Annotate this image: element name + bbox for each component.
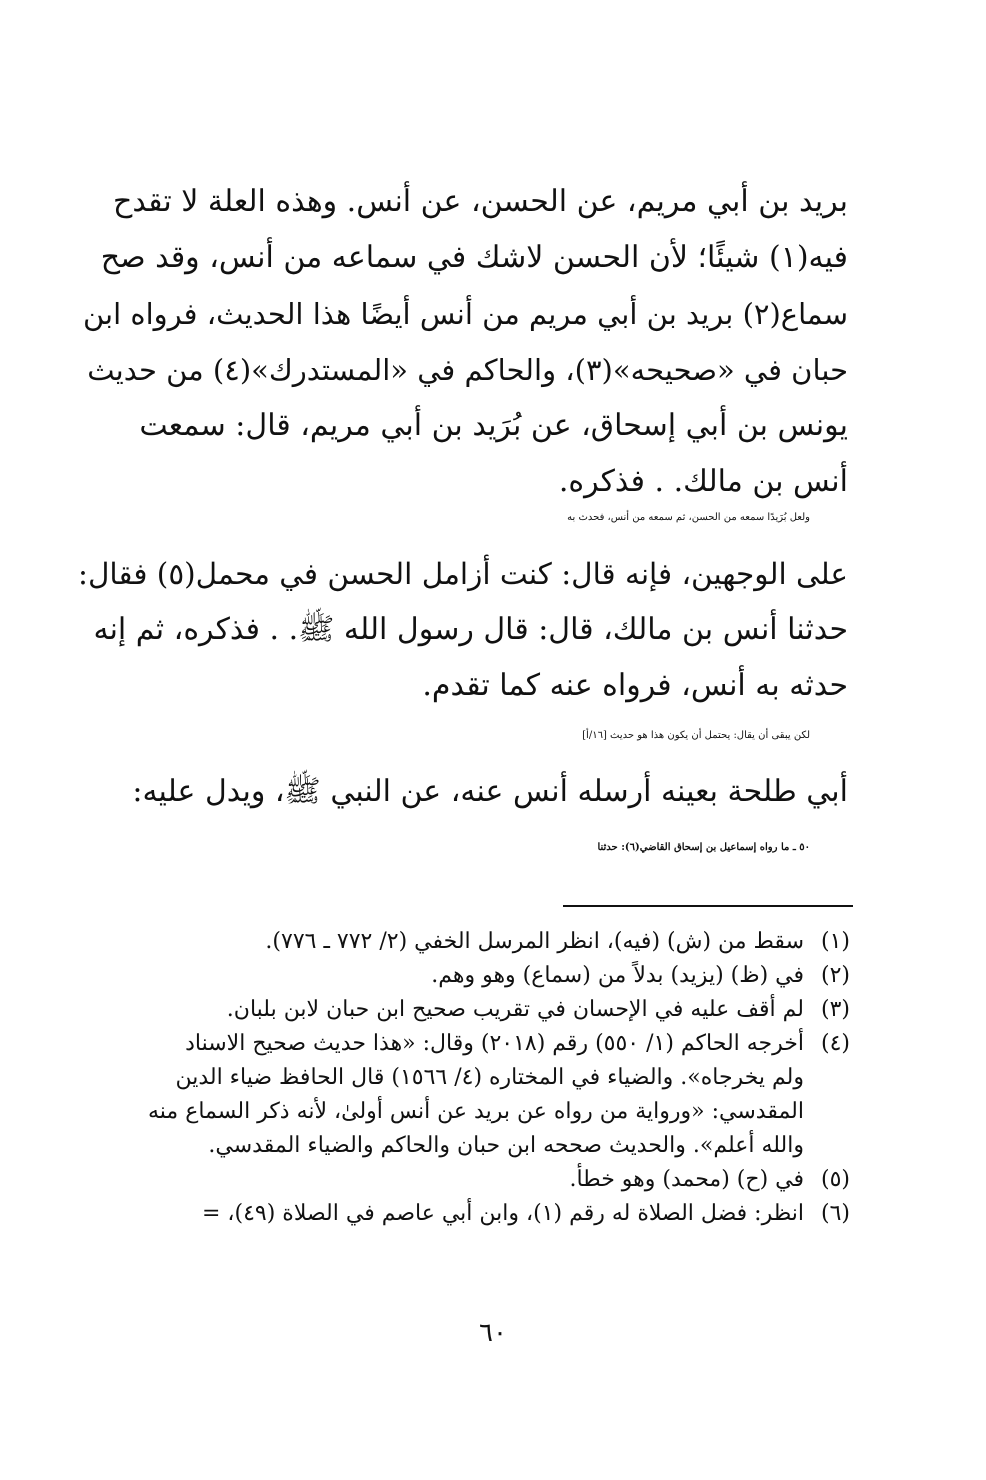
footnote-separator [563, 905, 853, 907]
main-paragraph-3 [78, 708, 848, 820]
main-paragraph-4 [78, 820, 848, 876]
main-paragraph-2 [78, 490, 848, 714]
text-line: لكن يبقى أن يقال: يحتمل أن يكون هذا هو حديث [١٦/أ] [582, 730, 810, 741]
text-line: على الوجهين، فإنه قال: كنت أزامل الحسن في محمل(٥) فقال: [78, 557, 848, 591]
footnote-item [80, 1027, 850, 1163]
footnote-line: في (ح) (محمد) وهو خطأ. [569, 1167, 804, 1192]
footnote-item [80, 993, 850, 1027]
text-line: حدثنا أنس بن مالك، قال: قال رسول الله ﷺ. . فذكره، ثم إنه [93, 612, 848, 647]
text-line: ولعل بُرَيدًا سمعه من الحسن، ثم سمعه من أنس، فحدث به [567, 512, 810, 523]
footnote-item [80, 959, 850, 993]
footnote-line: والله أعلم». والحديث صححه ابن حبان والحاكم والضياء المقدسي. [208, 1133, 804, 1158]
footnote-number: (١) [820, 929, 850, 954]
text-line: أبي طلحة بعينه أرسله أنس عنه، عن النبي ﷺ، ويدل عليه: [132, 774, 848, 809]
footnote-line: سقط من (ش) (فيه)، انظر المرسل الخفي (٢/ ٧٧٢ ـ ٧٧٦). [265, 929, 804, 954]
footnote-item [80, 1163, 850, 1197]
text-line: سماع(٢) بريد بن أبي مريم من أنس أيضًا هذا الحديث، فرواه ابن [82, 297, 848, 331]
footnote-text [80, 993, 804, 1027]
footnote-text [80, 1163, 804, 1197]
footnote-number: (٦) [820, 1201, 850, 1226]
footnote-line: أخرجه الحاكم (١/ ٥٥٠) رقم (٢٠١٨) وقال: «هذا حديث صحيح الاسناد [185, 1031, 804, 1056]
text-line: فيه(١) شيئًا؛ لأن الحسن لاشك في سماعه من أنس، وقد صح [100, 240, 848, 275]
text-line: يونس بن أبي إسحاق، عن بُرَيد بن أبي مريم، قال: سمعت [139, 408, 848, 443]
footnote-text [80, 1027, 804, 1163]
hadith-line: ٥٠ ـ ما رواه إسماعيل بن إسحاق القاضي(٦): حدثنا [597, 842, 810, 853]
footnote-item [80, 925, 850, 959]
main-paragraph-1 [78, 174, 848, 510]
footnotes [80, 925, 850, 1231]
footnote-number: (٥) [820, 1167, 850, 1192]
footnote-number: (٤) [820, 1031, 850, 1056]
footnote-number: (٢) [820, 963, 850, 988]
page-number: ٦٠ [479, 1318, 507, 1348]
footnote-line: المقدسي: «ورواية من رواه عن بريد عن أنس أولىٰ، لأنه ذكر السماع منه [147, 1099, 804, 1124]
footnote-line: انظر: فضل الصلاة له رقم (١)، وابن أبي عاصم في الصلاة (٤٩)، = [201, 1201, 804, 1226]
footnote-text [80, 925, 804, 959]
text-line: أنس بن مالك. . فذكره. [558, 464, 848, 499]
footnote-text [80, 1197, 804, 1231]
text-line: بريد بن أبي مريم، عن الحسن، عن أنس. وهذه العلة لا تقدح [113, 184, 848, 219]
footnote-line: في (ظ) (يزيد) بدلاً من (سماع) وهو وهم. [431, 963, 804, 988]
text-line: حبان في «صحيحه»(٣)، والحاكم في «المستدرك»(٤) من حديث [87, 353, 848, 387]
text-line: حدثه به أنس، فرواه عنه كما تقدم. [422, 668, 848, 703]
footnote-line: لم أقف عليه في الإحسان في تقريب صحيح ابن حبان لابن بلبان. [226, 997, 804, 1022]
footnote-number: (٣) [820, 997, 850, 1022]
footnote-item [80, 1197, 850, 1231]
footnote-line: ولم يخرجاه». والضياء في المختاره (٤/ ١٥٦٦) قال الحافظ ضياء الدين [175, 1065, 804, 1090]
footnote-text [80, 959, 804, 993]
